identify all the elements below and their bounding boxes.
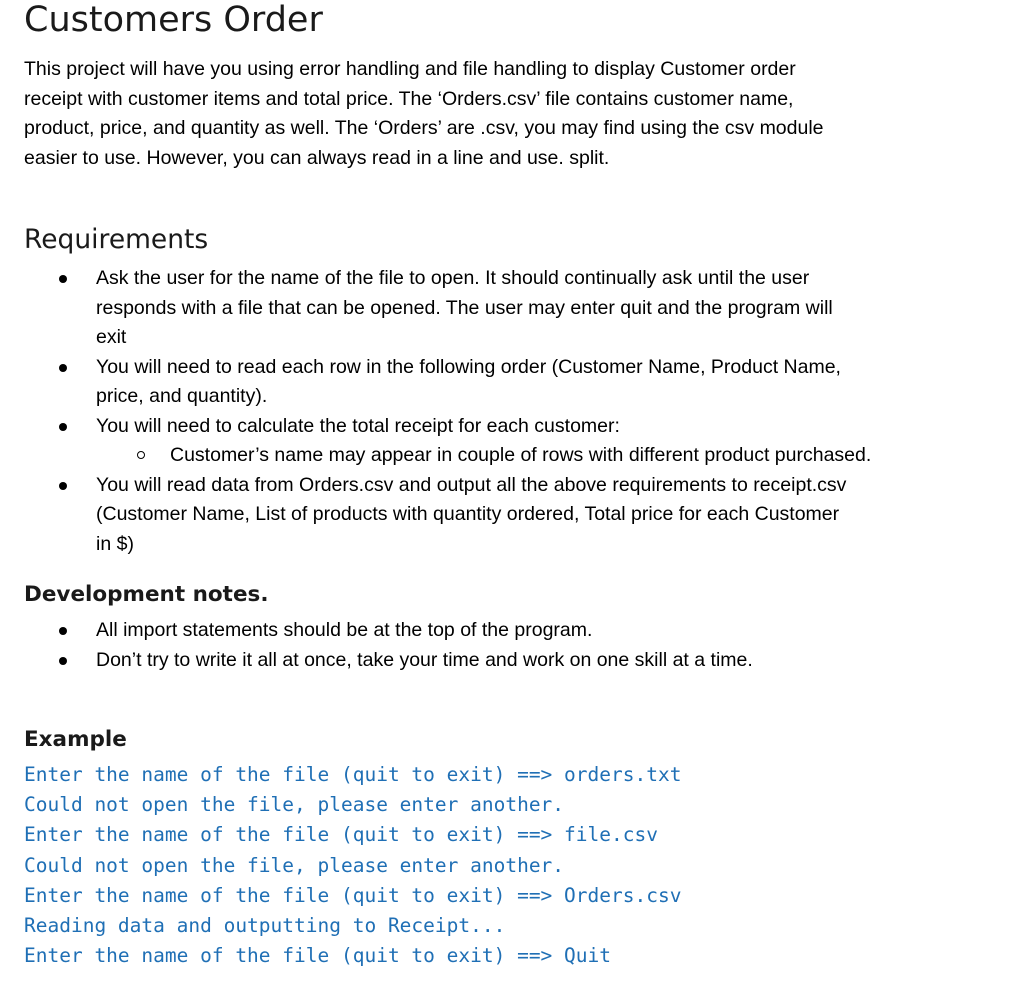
requirement-line: responds with a file that can be opened. The user may enter quit and the program will	[96, 296, 833, 319]
console-line: Reading data and outputting to Receipt...	[24, 914, 506, 938]
example-heading: Example	[24, 727, 127, 752]
bullet-icon	[59, 364, 67, 372]
console-line: Enter the name of the file (quit to exit) ==> Orders.csv	[24, 883, 682, 907]
requirement-line: Ask the user for the name of the file to open. It should continually ask until the user	[96, 267, 810, 289]
console-line: Could not open the file, please enter another.	[24, 793, 565, 817]
requirements-list	[0, 264, 871, 559]
console-line: Enter the name of the file (quit to exit) ==> orders.txt	[24, 763, 682, 786]
dev-notes-list	[0, 616, 753, 675]
intro-line: This project will have you using error handling and file handling to display Customer order	[24, 58, 796, 80]
hollow-bullet-icon	[137, 451, 145, 459]
console-line: Enter the name of the file (quit to exit) ==> Quit	[24, 944, 611, 968]
bullet-icon	[59, 275, 67, 283]
bullet-icon	[59, 627, 67, 635]
requirement-line: You will need to read each row in the following order (Customer Name, Product Name,	[96, 355, 841, 378]
bullet-icon	[59, 482, 67, 490]
intro-paragraph	[24, 55, 1014, 173]
console-line: Could not open the file, please enter another.	[24, 853, 565, 877]
dev-note-item	[0, 646, 753, 676]
dev-note-item	[0, 616, 753, 646]
requirement-line: price, and quantity).	[96, 385, 268, 407]
requirement-item	[0, 353, 871, 412]
requirement-line: You will need to calculate the total receipt for each customer:	[96, 414, 620, 437]
bullet-icon	[59, 423, 67, 431]
requirement-item	[0, 264, 871, 353]
requirement-subitem	[0, 441, 871, 471]
intro-line: easier to use. However, you can always read in a line and use. split.	[24, 146, 610, 169]
bullet-icon	[59, 657, 67, 665]
requirement-line: in $)	[96, 532, 134, 555]
requirement-line: exit	[96, 326, 127, 348]
console-line: Enter the name of the file (quit to exit) ==> file.csv	[24, 823, 658, 847]
requirement-item	[0, 471, 871, 560]
page-title: Customers Order	[24, 0, 323, 40]
dev-note-line: All import statements should be at the top of the program.	[96, 619, 593, 641]
requirement-line: Customer’s name may appear in couple of rows with different product purchased.	[170, 444, 872, 466]
intro-line: product, price, and quantity as well. The ‘Orders’ are .csv, you may find using the csv module	[24, 117, 824, 139]
intro-line: receipt with customer items and total price. The ‘Orders.csv’ file contains customer name,	[24, 87, 794, 110]
dev-notes-heading: Development notes.	[24, 582, 269, 607]
example-console-output	[24, 760, 681, 971]
requirements-heading: Requirements	[24, 224, 209, 255]
requirement-item	[0, 412, 871, 442]
requirement-line: You will read data from Orders.csv and output all the above requirements to receipt.csv	[96, 473, 847, 496]
requirement-line: (Customer Name, List of products with quantity ordered, Total price for each Customer	[96, 503, 840, 525]
dev-note-line: Don’t try to write it all at once, take your time and work on one skill at a time.	[96, 648, 753, 671]
